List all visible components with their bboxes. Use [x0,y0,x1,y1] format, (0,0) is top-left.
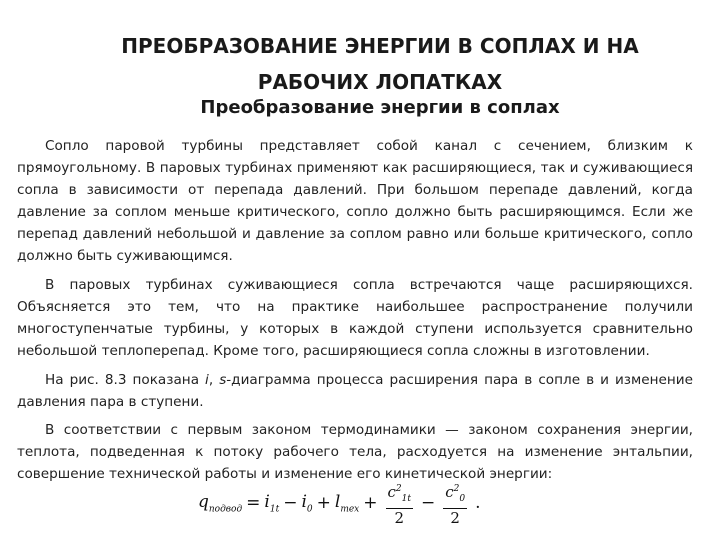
formula-l: $l_{тех}$ [334,491,360,515]
p3-comma: , [208,372,220,388]
formula-q: $q_{подвод}$ [198,491,243,515]
formula-i1: $i_{1t}$ [264,491,280,515]
formula-plus-1: + [316,493,331,513]
p3-text-before: На рис. 8.3 показана [45,372,206,388]
formula-minus-2: − [420,493,436,513]
title-line-1: ПРЕОБРАЗОВАНИЕ ЭНЕРГИИ В СОПЛАХ И НА [121,34,639,58]
title-line-2: РАБОЧИХ ЛОПАТКАХ [257,70,503,94]
p3-i-symbol: i [205,372,209,388]
body-text [17,135,693,492]
formula-i0: $i_0$ [301,491,313,515]
formula-plus-2: + [363,493,378,513]
energy-equation [198,482,481,527]
paragraph-2: В паровых турбинах суживающиеся сопла встречаются чаще расширяющихся. Объясняется это тем, что на практике наибольшее распространение получили многоступенчатые турбины, у которых в каждой ступени используется сравнительно небольшой теплоперепад. Кроме того, расширяющиеся сопла сложны в изготовлении. [17,277,693,359]
formula-fraction-2: $\frac{c^2_0}{2}$ [443,480,467,527]
paragraph-4: В соответствии с первым законом термодинамики — законом сохранения энергии, теплота, подведенная к потоку рабочего тела, расходуется на изменение энтальпии, совершение технической работы и изменение его кинетической энергии: [17,422,693,482]
p3-text-after: -диаграмма процесса расширения пара в сопле в и изменение давления пара в ступени. [17,372,693,410]
paragraph-3 [17,369,693,413]
p3-s-symbol: s [219,372,227,388]
formula-equals: = [246,493,261,513]
paragraph-1: Сопло паровой турбины представляет собой канал с сечением, близким к прямоугольному. В паровых турбинах применяют как расширяющиеся, так и суживающиеся сопла в зависимости от перепада давлений. При большом перепаде давлений, когда давление за соплом меньше критического, сопло должно быть расширяющимся. Если же перепад давлений небольшой и давление за соплом равно или больше критического, сопло должно быть суживающимся. [17,138,693,264]
formula-minus-1: − [283,493,298,513]
section-subtitle: Преобразование энергии в соплах [200,97,560,118]
formula-fraction-1: $\frac{c^2_{1t}}{2}$ [386,480,413,527]
page-title [60,28,700,100]
formula-end-dot: . [475,493,481,513]
